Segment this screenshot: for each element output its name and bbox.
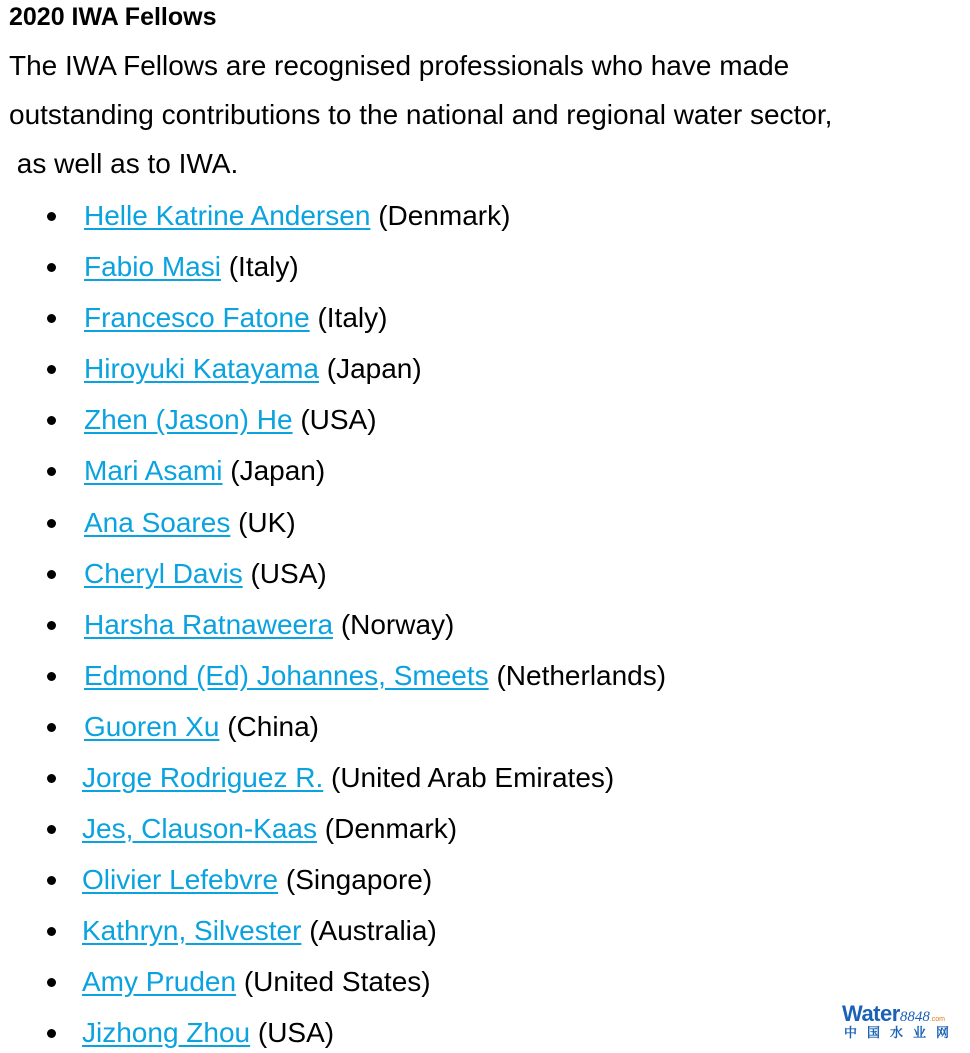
bullet-icon (47, 314, 56, 323)
fellow-link[interactable]: Hiroyuki Katayama (84, 353, 319, 384)
logo-domain: .com (929, 1016, 945, 1023)
bullet-icon (47, 467, 56, 476)
fellow-country: (Singapore) (285, 864, 433, 895)
bullet-icon (47, 927, 56, 936)
bullet-icon (47, 621, 56, 630)
bullet-icon (47, 365, 56, 374)
fellow-country: (Denmark) (378, 200, 511, 231)
bullet-icon (47, 723, 56, 732)
fellow-country: (United Arab Emirates) (331, 762, 615, 793)
bullet-icon (47, 672, 56, 681)
intro-line-1: The IWA Fellows are recognised professionals who have made (9, 50, 790, 81)
fellow-country: (Italy) (228, 251, 299, 282)
fellow-link[interactable]: Jizhong Zhou (82, 1017, 251, 1048)
bullet-icon (47, 774, 56, 783)
fellow-link[interactable]: Fabio Masi (84, 251, 221, 282)
fellow-country: (United States) (243, 966, 431, 997)
fellow-country: (China) (227, 711, 320, 742)
logo-number: 8848 (899, 1009, 930, 1025)
bullet-icon (47, 570, 56, 579)
bullet-icon (47, 416, 56, 425)
bullet-icon (47, 519, 56, 528)
fellow-link[interactable]: Kathryn, Silvester (82, 915, 302, 946)
fellow-link[interactable]: Amy Pruden (82, 966, 237, 997)
bullet-icon (47, 263, 56, 272)
intro-line-2: outstanding contributions to the national and regional water sector, (9, 99, 833, 130)
intro-line-3: as well as to IWA. (9, 148, 239, 179)
fellow-country: (Italy) (317, 302, 388, 333)
bullet-icon (47, 876, 56, 885)
fellow-link[interactable]: Edmond (Ed) Johannes, Smeets (84, 660, 489, 691)
fellow-link[interactable]: Francesco Fatone (84, 302, 310, 333)
fellow-country: (UK) (238, 507, 296, 538)
fellow-link[interactable]: Guoren Xu (84, 711, 220, 742)
fellow-link[interactable]: Zhen (Jason) He (84, 404, 293, 435)
fellow-country: (Japan) (230, 455, 326, 486)
fellow-link[interactable]: Olivier Lefebvre (82, 864, 279, 895)
fellow-link[interactable]: Harsha Ratnaweera (84, 609, 334, 640)
bullet-icon (47, 212, 56, 221)
fellow-link[interactable]: Ana Soares (84, 507, 231, 538)
fellow-link[interactable]: Cheryl Davis (84, 558, 243, 589)
fellow-link[interactable]: Mari Asami (84, 455, 223, 486)
fellow-country: (USA) (300, 404, 377, 435)
watermark-logo (842, 1003, 962, 1045)
fellow-country: (USA) (250, 558, 327, 589)
logo-brand: Water (842, 1001, 900, 1026)
logo-chinese-name: 中国水业网 (844, 1026, 960, 1041)
fellow-link[interactable]: Jorge Rodriguez R. (82, 762, 324, 793)
fellow-country: (Norway) (340, 609, 455, 640)
fellow-country: (Australia) (309, 915, 437, 946)
fellow-country: (Netherlands) (496, 660, 667, 691)
fellow-link[interactable]: Helle Katrine Andersen (84, 200, 371, 231)
bullet-icon (47, 978, 56, 987)
fellow-country: (Denmark) (324, 813, 458, 844)
bullet-icon (47, 825, 56, 834)
bullet-icon (47, 1029, 56, 1038)
page-title: 2020 IWA Fellows (9, 3, 217, 31)
fellow-link[interactable]: Jes, Clauson-Kaas (82, 813, 318, 844)
fellow-country: (USA) (257, 1017, 335, 1048)
fellow-country: (Japan) (326, 353, 422, 384)
